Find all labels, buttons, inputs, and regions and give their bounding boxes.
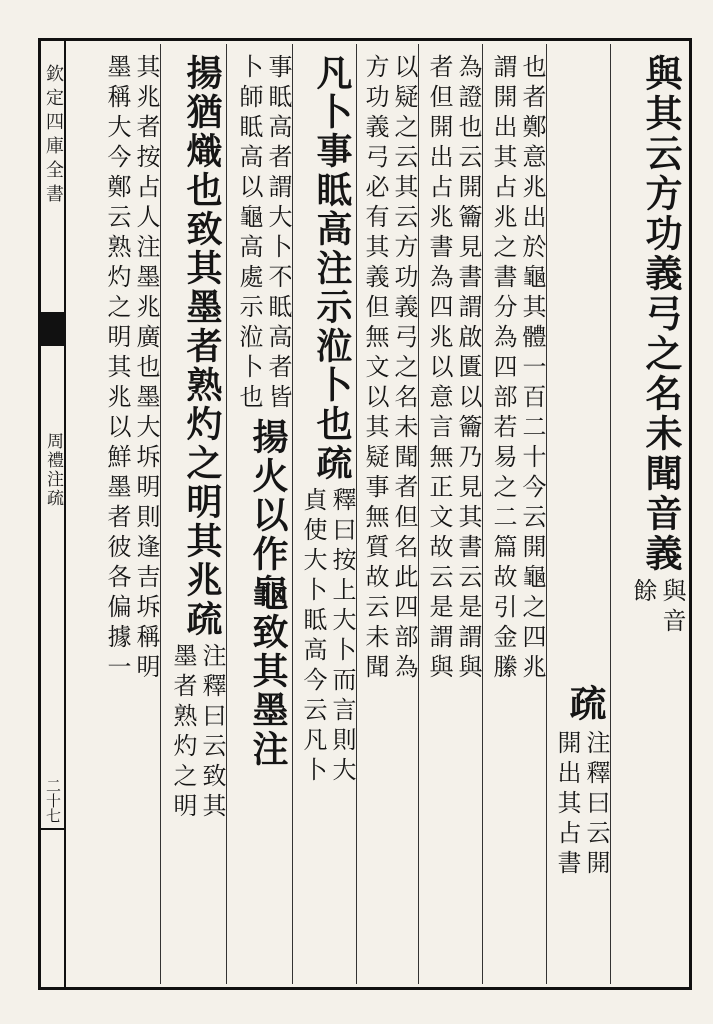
page-number: 二十七 [44,778,62,823]
annotation-right: 注釋曰云致其 [198,643,226,823]
annotation-right: 注釋曰云開 [582,730,610,880]
annotation-left: 謂開出其占兆之書分為四部若易之二篇故引金縢 [489,54,517,684]
text-columns-lower [66,44,686,984]
main-text: 揚猶熾也致其墨者熟灼之明其兆 [181,54,223,600]
annotation-right: 也者鄭意兆出於龜其體一百二十今云開龜之四兆 [518,54,546,684]
annotation-left: 卜師眡高以龜高處示涖卜也 [235,54,263,414]
annotation-right: 與音 [658,578,686,638]
annotation-left: 墨者熟灼之明 [169,643,197,823]
section-label: 疏 [563,684,607,724]
text-column-6 [292,44,356,984]
page-number-rule [38,828,66,830]
annotation-right: 釋曰按上大卜而言則大 [328,487,356,787]
section-label: 疏 [311,444,353,483]
annotation-left: 餘 [629,578,657,608]
section-label: 疏 [181,600,223,639]
annotation-right: 以疑之云其云方功義弓之名未聞者但名此四部為 [390,54,418,684]
text-column-4 [418,44,482,984]
text-column-3 [482,44,546,984]
annotation-right: 事眡高者謂大卜不眡高者皆 [264,54,292,414]
annotation-left: 貞使大卜眡高今云凡卜 [299,487,327,787]
annotation-left: 開出其占書 [553,730,581,880]
text-column-8 [160,44,226,984]
main-text: 揚火以作龜致其墨注 [247,418,289,769]
text-column-7 [226,44,292,984]
margin-top-text: 欽定四庫全書 [43,64,64,208]
annotation-right: 為證也云開籥見書謂啟匱以籥乃見其書云是謂與 [454,54,482,684]
book-title: 周禮注疏 [43,432,63,508]
annotation-right: 其兆者按占人注墨兆廣也墨大坼明則逢吉坼稱明 [132,54,160,684]
annotation-left: 方功義弓必有其義但無文以其疑事無質故云未聞 [361,54,389,684]
text-column-5 [356,44,418,984]
fish-tail-mark [38,312,66,346]
annotation-left: 墨稱大今鄭云熟灼之明其兆以鮮墨者彼各偏據一 [103,54,131,684]
text-column-9 [94,44,160,984]
main-text: 與其云方功義弓之名未聞音義 [639,54,683,574]
main-text: 凡卜事眡高注示涖卜也 [311,54,353,444]
annotation-left: 者但開出占兆書為四兆以意言無正文故云是謂與 [425,54,453,684]
